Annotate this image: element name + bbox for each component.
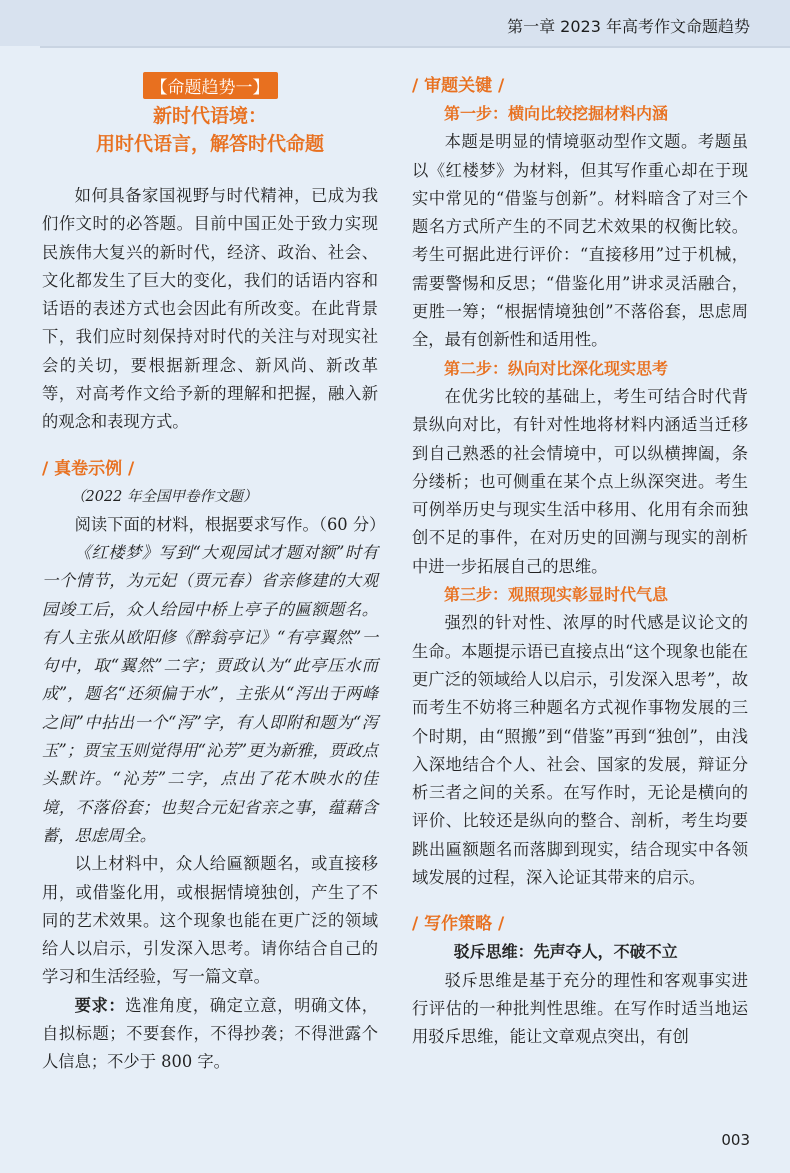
step3-paragraph: 强烈的针对性、浓厚的时代感是议论文的生命。本题提示语已直接点出“这个现象也能在更广泛的领域给人以启示，引发深入思考”，故而考生不妨将三种题名方式视作事物发展的三个时期，由“照搬”到“借鉴”再到“独创”，由浅入深地结合个人、社会、国家的发展，辩证分析三者之间的关系。在写作时，无论是横向的评价、比较还是纵向的整合、剖析，考生均要跳出匾额题名而落脚到现实，结合现实中各领域发展的过程，深入论证其带来的启示。: [412, 613, 748, 888]
step3-head: 第三步：观照现实彰显时代气息: [444, 585, 669, 605]
step1-head: 第一步：横向比较挖掘材料内涵: [444, 104, 669, 123]
req-label: 要求：: [74, 995, 126, 1015]
exam-requirements: [42, 992, 378, 1077]
strategy-paragraph: 驳斥思维是基于充分的理性和客观事实进行评估的一种批判性思维。在写作时适当地运用驳斥思维，能让文章观点突出，有创: [412, 970, 748, 1047]
step2-head: 第二步：纵向对比深化现实思考: [444, 358, 669, 378]
strategy-subhead: 驳斥思维：先声夺人，不破不立: [453, 942, 678, 962]
exam-instruction: 阅读下面的材料，根据要求写作。（60 分）: [74, 514, 386, 534]
step1-paragraph: 本题是明显的情境驱动型作文题。考题虽以《红楼梦》为材料，但其写作重心却在于现实中常见的“借鉴与创新”。材料暗含了对三个题名方式所产生的不同艺术效果的权衡比较。考生可据此进行评价：“直接移用”过于机械，需要警惕和反思；“借鉴化用”讲求灵活融合，更胜一筹；“根据情境独创”不落俗套，思虑周全，最有创新性和适用性。: [412, 132, 748, 350]
left-column: [42, 72, 386, 1077]
analysis-section-head: / 审题关键 /: [412, 76, 505, 96]
exam-source: （2022 年全国甲卷作文题）: [71, 488, 258, 505]
chapter-title: 第一章 2023 年高考作文命题趋势: [507, 17, 750, 36]
req-text: 选准角度，确定立意，明确文体，自拟标题；不要套作，不得抄袭；不得泄露个人信息；不少于 800 字。: [42, 995, 378, 1072]
topic-title-line1: 新时代语境：: [152, 105, 267, 127]
page-number: 003: [721, 1131, 750, 1149]
exam-task: 以上材料中，众人给匾额题名，或直接移用，或借鉴化用，或根据情境独创，产生了不同的艺术效果。这个现象也能在更广泛的领域给人以启示，引发深入思考。请你结合自己的学习和生活经验，写一篇文章。: [42, 854, 378, 987]
exam-material: 《红楼梦》写到“大观园试才题对额”时有一个情节，为元妃（贾元春）省亲修建的大观园竣工后，众人给园中桥上亭子的匾额题名。有人主张从欧阳修《醉翁亭记》“有亭翼然”一句中，取“翼然”二字；贾政认为“此亭压水而成”，题名“还须偏于水”，主张从“泻出于两峰之间”中拈出一个“泻”字，有人即附和题为“泻玉”；贾宝玉则觉得用“沁芳”更为新雅，贾政点头默许。“沁芳”二字，点出了花木映水的佳境，不落俗套；也契合元妃省亲之事，蕴藉含蓄，思虑周全。: [42, 542, 378, 845]
intro-paragraph: 如何具备家国视野与时代精神，已成为我们作文时的必答题。目前中国正处于致力实现民族伟大复兴的新时代，经济、政治、社会、文化都发生了巨大的变化，我们的话语内容和话语的表述方式也会因此有所改变。在此背景下，我们应时刻保持对时代的关注与对现实社会的关切，要根据新理念、新风尚、新改革等，对高考作文给予新的理解和把握，融入新的观念和表现方式。: [42, 186, 378, 432]
page-header: [0, 0, 790, 46]
header-rule: [40, 46, 790, 48]
right-column: [412, 72, 748, 1052]
exam-section-head: / 真卷示例 /: [42, 458, 135, 479]
topic-tag: 【命题趋势一】: [143, 72, 278, 99]
step2-paragraph: 在优劣比较的基础上，考生可结合时代背景纵向对比，有针对性地将材料内涵适当迁移到自己熟悉的社会情境中，可以纵横捭阖，条分缕析；也可侧重在某个点上纵深突进。考生可例举历史与现实生活中移用、化用有余而独创不足的事件，在对历史的回溯与现实的剖析中进一步拓展自己的思维。: [412, 386, 748, 576]
topic-title-line2: 用时代语言，解答时代命题: [95, 133, 324, 155]
strategy-section-head: / 写作策略 /: [412, 914, 505, 935]
